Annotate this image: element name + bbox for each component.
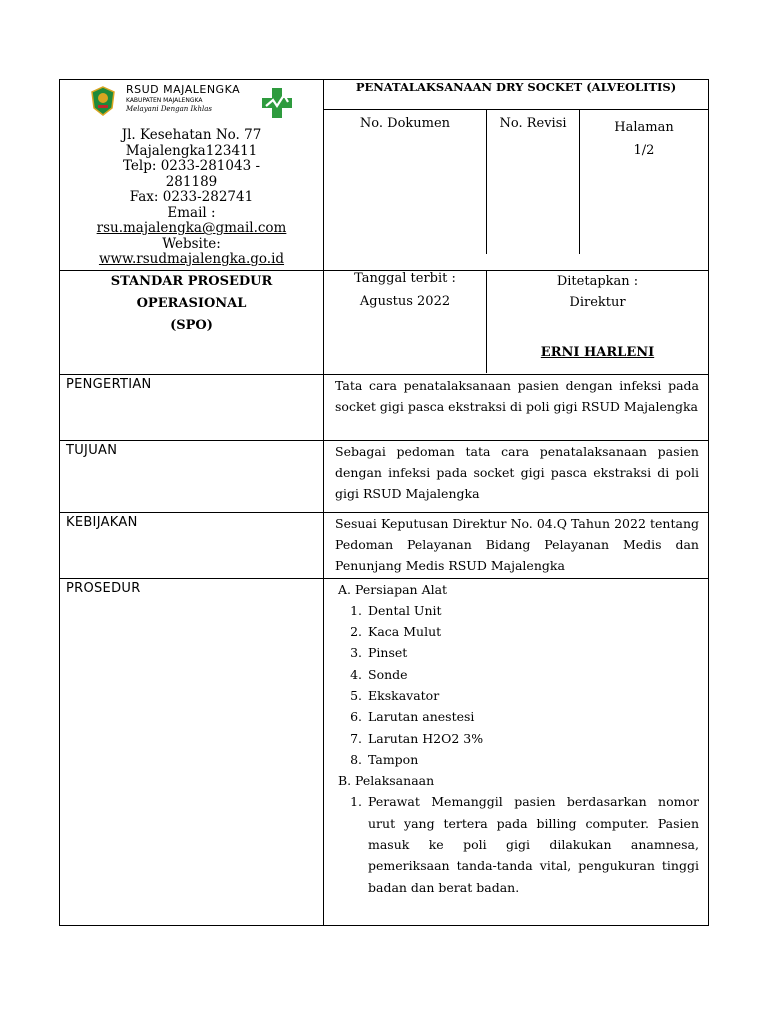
pengertian-text: Tata cara penatalaksanaan pasien dengan infeksi pada socket gigi pasca ekstraksi di poli gigi RSUD Majalengka: [324, 374, 709, 440]
item-number: 8.: [350, 751, 362, 767]
halaman-label: Halaman: [614, 120, 674, 135]
item-number: 6.: [350, 709, 362, 725]
no-revisi-label: No. Revisi: [487, 110, 580, 254]
spo-document-table: [59, 79, 709, 926]
list-item: [344, 706, 699, 727]
item-number: 5.: [350, 687, 362, 703]
item-text: Tampon: [368, 751, 419, 767]
alat-list: [338, 600, 699, 770]
ditetapkan-cell: [487, 271, 709, 373]
list-item: [344, 791, 699, 897]
list-item: [344, 664, 699, 685]
hospital-header-cell: [60, 80, 324, 271]
spo-title-cell: [60, 270, 324, 374]
hospital-name: RSUD MAJALENGKA: [126, 83, 241, 96]
item-number: 7.: [350, 730, 362, 746]
tujuan-label: TUJUAN: [60, 440, 324, 512]
hospital-motto: Melayani Dengan Ikhlas: [126, 105, 212, 113]
website-link[interactable]: www.rsudmajalengka.go.id: [98, 251, 285, 267]
hospital-subtitle: KABUPATEN MAJALENGKA: [126, 97, 203, 104]
address-line: Jl. Kesehatan No. 77: [121, 127, 262, 143]
hospital-address: [60, 128, 323, 270]
kebijakan-text: Sesuai Keputusan Direktur No. 04.Q Tahun 2022 tentang Pedoman Pelayanan Bidang Pelayanan Medis dan Penunjang Medis RSUD Majalengka: [324, 512, 709, 578]
document-title: PENATALAKSANAAN DRY SOCKET (ALVEOLITIS): [324, 80, 709, 110]
prosedur-label: PROSEDUR: [60, 578, 324, 925]
tanggal-label: Tanggal terbit :: [354, 270, 456, 286]
item-number: 3.: [350, 645, 362, 661]
item-text: Kaca Mulut: [368, 624, 442, 640]
section-title: Pelaksanaan: [355, 773, 435, 789]
section-marker: B.: [338, 773, 352, 789]
pengertian-label: PENGERTIAN: [60, 374, 324, 440]
item-number: 2.: [350, 624, 362, 640]
ditetapkan-role: Direktur: [569, 294, 626, 310]
item-text: Ekskavator: [368, 687, 440, 703]
item-number: 4.: [350, 666, 362, 682]
kabupaten-emblem-icon: [90, 86, 116, 116]
tanggal-value: Agustus 2022: [359, 293, 451, 309]
list-item: [344, 642, 699, 663]
spo-line: (SPO): [170, 317, 213, 333]
email-link[interactable]: rsu.majalengka@gmail.com: [96, 220, 287, 236]
health-cross-icon: [260, 86, 294, 120]
address-line: Majalengka123411: [125, 142, 258, 159]
list-item: [344, 728, 699, 749]
issue-table: [324, 271, 708, 373]
item-text: Perawat Memanggil pasien berdasarkan nomor urut yang tertera pada billing computer. Pasien masuk ke poli gigi dilakukan anamnesa, pemeriksaan tanda-tanda vital, pengukuran tinggi badan dan berat badan.: [368, 794, 699, 895]
section-marker: A.: [338, 581, 352, 597]
item-text: Larutan anestesi: [368, 709, 475, 725]
website-label: Website:: [162, 235, 221, 252]
kebijakan-label: KEBIJAKAN: [60, 512, 324, 578]
item-number: 1.: [350, 794, 362, 810]
spo-line: OPERASIONAL: [136, 295, 247, 311]
list-item: [344, 749, 699, 770]
tujuan-text: Sebagai pedoman tata cara penatalaksanaan pasien dengan infeksi pada socket gigi pasca ekstraksi di poli gigi RSUD Majalengka: [324, 440, 709, 512]
halaman-value: 1/2: [633, 143, 655, 158]
no-dokumen-label: No. Dokumen: [359, 116, 451, 131]
item-text: Sonde: [368, 666, 408, 682]
document-meta-table: [324, 110, 708, 254]
director-name: ERNI HARLENI: [540, 344, 655, 360]
item-number: 1.: [350, 602, 362, 618]
halaman-cell: [580, 110, 709, 254]
section-a-heading: [338, 579, 699, 600]
prosedur-content: [324, 578, 709, 925]
list-item: [344, 600, 699, 621]
item-text: Pinset: [368, 645, 408, 661]
section-title: Persiapan Alat: [355, 581, 448, 597]
address-line: 281189: [165, 173, 218, 190]
list-item: [344, 685, 699, 706]
hospital-logo-block: [60, 80, 323, 128]
item-text: Larutan H2O2 3%: [368, 730, 484, 746]
address-line: Email :: [167, 204, 216, 221]
address-line: Fax: 0233-282741: [129, 189, 254, 205]
item-text: Dental Unit: [368, 602, 442, 618]
tanggal-cell: [324, 271, 487, 373]
list-item: [344, 621, 699, 642]
section-b-heading: [338, 770, 699, 791]
address-line: Telp: 0233-281043 -: [122, 158, 261, 174]
ditetapkan-label: Ditetapkan :: [556, 273, 639, 289]
pelaksanaan-list: [338, 791, 699, 897]
spo-line: STANDAR PROSEDUR: [110, 273, 273, 289]
